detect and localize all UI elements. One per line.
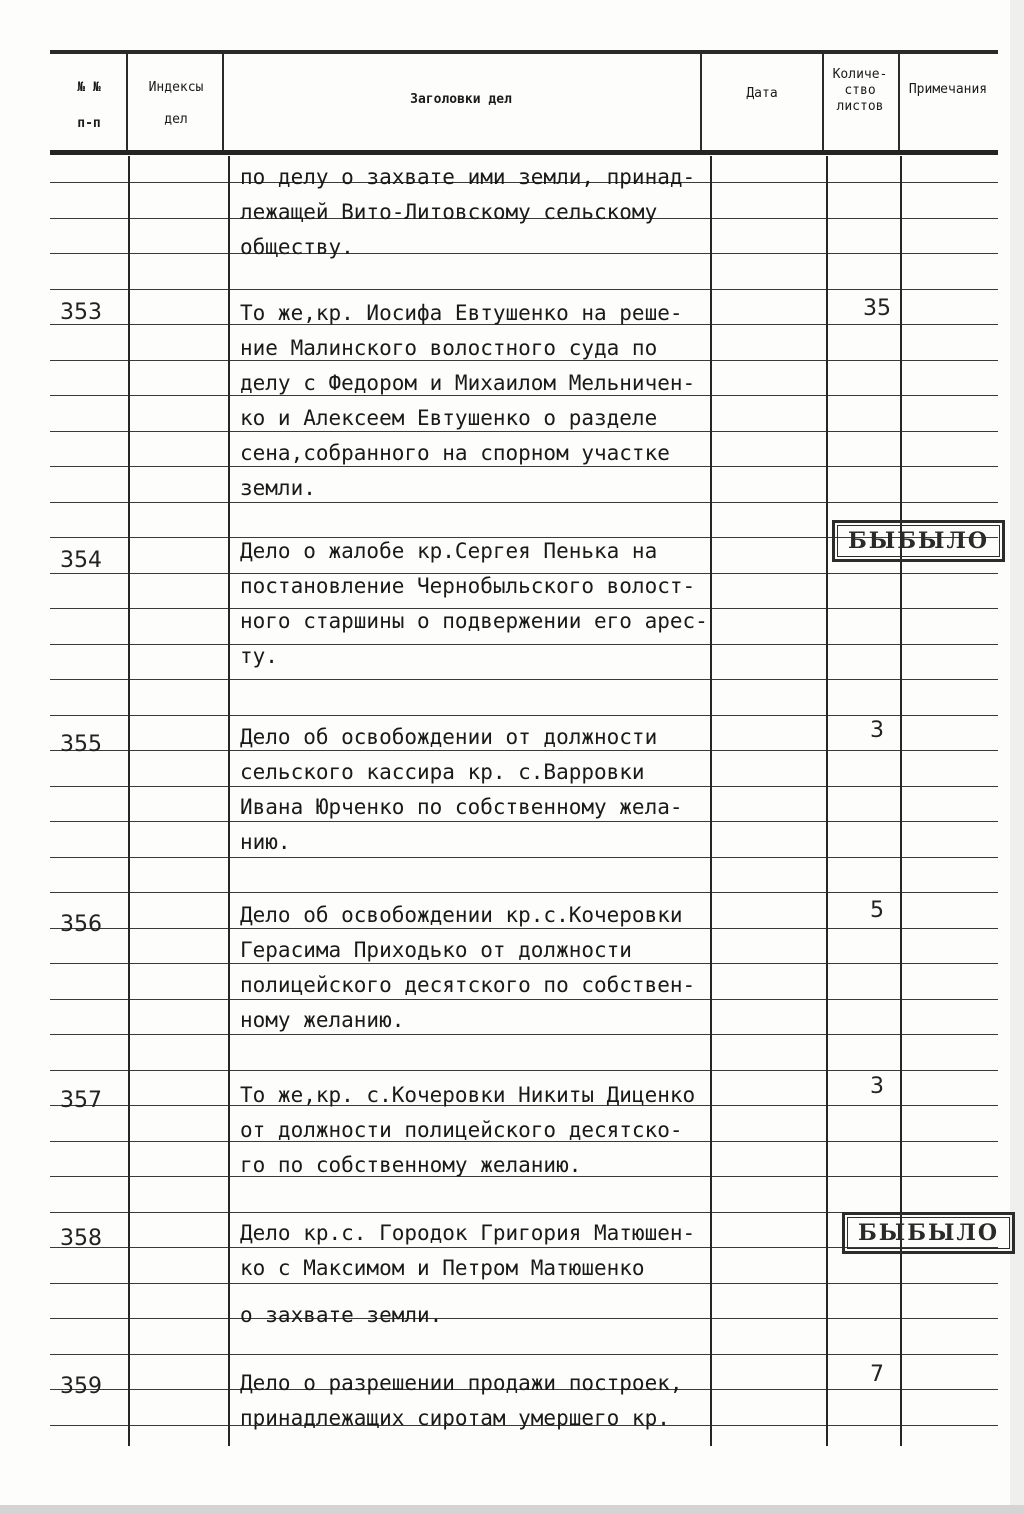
header-divider	[126, 54, 128, 150]
ruled-line	[130, 892, 228, 893]
ruled-line	[902, 502, 998, 503]
ruled-line	[902, 289, 998, 290]
ruled-line	[828, 573, 900, 574]
ruled-line	[50, 1176, 128, 1177]
ruled-line	[828, 786, 900, 787]
ruled-line	[902, 1425, 998, 1426]
ruled-line	[50, 786, 128, 787]
ruled-line	[902, 999, 998, 1000]
title-line: сельского кассира кр. с.Варровки	[240, 760, 645, 784]
ruled-line	[50, 1425, 128, 1426]
title-line: по делу о захвате ими земли, принад-	[240, 165, 696, 189]
ruled-line	[902, 821, 998, 822]
ruled-line	[130, 999, 228, 1000]
ruled-line	[712, 1212, 826, 1213]
ruled-line	[230, 1212, 710, 1213]
case-title	[240, 1216, 740, 1333]
stamp	[832, 520, 1005, 562]
case-sheets: 3	[870, 1074, 884, 1099]
ruled-line	[230, 289, 710, 290]
ruled-line	[130, 1070, 228, 1071]
case-number: 359	[60, 1374, 102, 1399]
ruled-line	[130, 182, 228, 183]
ruled-line	[902, 857, 998, 858]
title-line: делу с Федором и Михаилом Мельничен-	[240, 371, 696, 395]
ruled-line	[828, 963, 900, 964]
ruled-line	[50, 502, 128, 503]
ruled-line	[50, 1034, 128, 1035]
ruled-line	[902, 679, 998, 680]
ruled-line	[828, 1070, 900, 1071]
ruled-line	[902, 218, 998, 219]
title-line: ко и Алексеем Евтушенко о разделе	[240, 406, 658, 430]
ruled-line	[130, 928, 228, 929]
stamp-text: БЫБЫЛО	[837, 525, 1000, 557]
ruled-line	[50, 1141, 128, 1142]
ruled-line	[712, 892, 826, 893]
ruled-line	[828, 679, 900, 680]
case-title	[240, 1078, 740, 1183]
ruled-line	[50, 715, 128, 716]
ruled-line	[50, 360, 128, 361]
title-line: сена,собранного на спорном участке	[240, 441, 670, 465]
title-line: ному желанию.	[240, 1008, 405, 1032]
ruled-line	[828, 928, 900, 929]
ruled-line	[50, 1354, 128, 1355]
ruled-line	[130, 644, 228, 645]
header-divider	[700, 54, 702, 150]
ruled-line	[902, 1176, 998, 1177]
ruled-line	[130, 679, 228, 680]
ruled-line	[828, 324, 900, 325]
ruled-line	[902, 253, 998, 254]
ruled-line	[50, 857, 128, 858]
title-line: лежащей Вито-Литовскому сельскому	[240, 200, 658, 224]
title-line: ту.	[240, 644, 278, 668]
ruled-line	[50, 182, 128, 183]
ruled-line	[50, 253, 128, 254]
ruled-line	[712, 1354, 826, 1355]
ruled-line	[130, 786, 228, 787]
header-divider	[222, 54, 224, 150]
ruled-line	[902, 928, 998, 929]
ruled-line	[130, 360, 228, 361]
ruled-line	[902, 892, 998, 893]
ruled-line	[828, 253, 900, 254]
ruled-line	[828, 644, 900, 645]
ruled-line	[50, 892, 128, 893]
ruled-line	[828, 857, 900, 858]
ruled-line	[712, 289, 826, 290]
header-num: № №	[77, 80, 101, 95]
header-sheets: Количе- ство листов	[832, 67, 888, 114]
case-sheets: 7	[870, 1362, 884, 1387]
ruled-line	[828, 1389, 900, 1390]
ruled-line	[902, 360, 998, 361]
ruled-line	[50, 821, 128, 822]
ruled-line	[130, 466, 228, 467]
ruled-line	[828, 821, 900, 822]
ruled-line	[828, 360, 900, 361]
ruled-line	[50, 963, 128, 964]
ruled-line	[902, 1141, 998, 1142]
ruled-line	[130, 537, 228, 538]
scan-edge-right	[1010, 0, 1024, 1513]
ruled-line	[902, 1354, 998, 1355]
title-line: Дело о разрешении продажи построек,	[240, 1371, 683, 1395]
ruled-line	[230, 715, 710, 716]
ruled-line	[828, 999, 900, 1000]
title-line: Дело об освобождении кр.с.Кочеровки	[240, 903, 683, 927]
column-divider	[826, 156, 828, 1446]
case-sheets: 35	[863, 296, 891, 321]
header-bottom-rule	[50, 150, 998, 155]
ruled-line	[50, 1212, 128, 1213]
ruled-line	[902, 1389, 998, 1390]
ruled-line	[130, 1176, 228, 1177]
ruled-line	[902, 786, 998, 787]
case-title	[240, 720, 740, 860]
scan-edge-bottom	[0, 1505, 1024, 1513]
case-sheets: 3	[870, 718, 884, 743]
ruled-line	[130, 750, 228, 751]
case-title	[240, 1366, 740, 1436]
header-title: Заголовки дел	[410, 92, 512, 107]
ruled-line	[828, 289, 900, 290]
header-index-sub: дел	[164, 112, 188, 127]
title-line: То же,кр. Иосифа Евтушенко на реше-	[240, 301, 683, 325]
column-divider	[228, 156, 230, 1446]
ruled-line	[130, 1389, 228, 1390]
ruled-line	[828, 1034, 900, 1035]
column-divider	[128, 156, 130, 1446]
ruled-line	[828, 1283, 900, 1284]
ruled-line	[130, 253, 228, 254]
ruled-line	[902, 1105, 998, 1106]
title-line: ного старшины о подвержении его арес-	[240, 609, 708, 633]
ruled-line	[230, 1070, 710, 1071]
ruled-line	[50, 1283, 128, 1284]
ruled-line	[828, 892, 900, 893]
ruled-line	[50, 218, 128, 219]
stamp-text: БЫБЫЛО	[847, 1217, 1010, 1249]
ruled-line	[130, 431, 228, 432]
title-line: постановление Чернобыльского волост-	[240, 574, 696, 598]
ruled-line	[712, 715, 826, 716]
ruled-line	[902, 750, 998, 751]
header-num-sub: п-п	[77, 116, 101, 131]
case-number: 355	[60, 732, 102, 757]
ruled-line	[828, 431, 900, 432]
case-title	[240, 898, 740, 1038]
ruled-line	[50, 431, 128, 432]
ruled-line	[902, 466, 998, 467]
ruled-line	[130, 324, 228, 325]
ruled-line	[230, 892, 710, 893]
title-line: принадлежащих сиротам умершего кр.	[240, 1406, 670, 1430]
case-number: 357	[60, 1088, 102, 1113]
ruled-line	[130, 1141, 228, 1142]
header-notes: Примечания	[908, 82, 988, 97]
ruled-line	[828, 466, 900, 467]
ruled-line	[902, 608, 998, 609]
ruled-line	[130, 502, 228, 503]
ruled-line	[828, 218, 900, 219]
ruled-line	[130, 821, 228, 822]
ruled-line	[130, 573, 228, 574]
ruled-line	[828, 608, 900, 609]
ruled-line	[50, 679, 128, 680]
ruled-line	[828, 182, 900, 183]
title-line: нию.	[240, 830, 291, 854]
title-line: Герасима Приходько от должности	[240, 938, 632, 962]
header-top-rule	[50, 50, 998, 54]
ruled-line	[902, 431, 998, 432]
ruled-line	[130, 289, 228, 290]
ruled-line	[50, 1318, 128, 1319]
ruled-line	[130, 857, 228, 858]
case-title	[240, 534, 740, 674]
ruled-line	[130, 715, 228, 716]
title-line: обществу.	[240, 235, 354, 259]
title-line: от должности полицейского десятско-	[240, 1118, 683, 1142]
ruled-line	[828, 1354, 900, 1355]
ruled-line	[50, 644, 128, 645]
ruled-line	[130, 608, 228, 609]
ruled-line	[902, 395, 998, 396]
ruled-line	[828, 1425, 900, 1426]
ruled-line	[902, 1034, 998, 1035]
ruled-line	[828, 750, 900, 751]
title-line: Дело о жалобе кр.Сергея Пенька на	[240, 539, 658, 563]
ruled-line	[130, 1105, 228, 1106]
ruled-line	[828, 1105, 900, 1106]
ruled-line	[130, 1425, 228, 1426]
title-line: То же,кр. с.Кочеровки Никиты Диценко	[240, 1083, 696, 1107]
title-line: Дело об освобождении от должности	[240, 725, 658, 749]
stamp	[842, 1212, 1015, 1254]
case-number: 354	[60, 548, 102, 573]
ruled-line	[50, 537, 128, 538]
ruled-line	[902, 182, 998, 183]
ruled-line	[130, 1247, 228, 1248]
ruled-line	[902, 963, 998, 964]
ruled-line	[902, 1318, 998, 1319]
ruled-line	[902, 1283, 998, 1284]
header-divider	[898, 54, 900, 150]
case-sheets: 5	[870, 898, 884, 923]
ruled-line	[902, 644, 998, 645]
case-number: 358	[60, 1226, 102, 1251]
title-line: ние Малинского волостного суда по	[240, 336, 658, 360]
ruled-line	[902, 1070, 998, 1071]
ruled-line	[230, 1354, 710, 1355]
ruled-line	[130, 1283, 228, 1284]
title-line: Дело кр.с. Городок Григория Матюшен-	[240, 1221, 696, 1245]
ruled-line	[712, 1070, 826, 1071]
header-index: Индексы	[148, 80, 204, 95]
case-title	[240, 296, 740, 506]
ruled-line	[50, 289, 128, 290]
ruled-line	[828, 395, 900, 396]
ruled-line	[130, 1034, 228, 1035]
ruled-line	[828, 1318, 900, 1319]
ruled-line	[130, 1318, 228, 1319]
ruled-line	[50, 395, 128, 396]
ruled-line	[828, 715, 900, 716]
ruled-line	[902, 573, 998, 574]
title-line: ко с Максимом и Петром Матюшенко	[240, 1256, 645, 1280]
ruled-line	[50, 608, 128, 609]
title-line: земли.	[240, 476, 316, 500]
ruled-line	[130, 395, 228, 396]
ruled-line	[130, 963, 228, 964]
ruled-line	[230, 679, 710, 680]
continuation-text	[240, 160, 740, 265]
ruled-line	[828, 502, 900, 503]
case-number: 353	[60, 300, 102, 325]
title-line: го по собственному желанию.	[240, 1153, 582, 1177]
ruled-line	[50, 1070, 128, 1071]
ruled-line	[50, 999, 128, 1000]
title-line: полицейского десятского по собствен-	[240, 973, 696, 997]
title-line: о захвате земли.	[240, 1303, 443, 1327]
ruled-line	[50, 466, 128, 467]
ruled-line	[828, 1141, 900, 1142]
ruled-line	[130, 1354, 228, 1355]
ruled-line	[902, 324, 998, 325]
ruled-line	[902, 715, 998, 716]
ruled-line	[130, 1212, 228, 1213]
title-line: Ивана Юрченко по собственному жела-	[240, 795, 683, 819]
header-date: Дата	[746, 86, 778, 101]
table-header	[50, 40, 998, 156]
ruled-line	[828, 1176, 900, 1177]
ruled-line	[130, 218, 228, 219]
ruled-line	[712, 679, 826, 680]
case-number: 356	[60, 912, 102, 937]
